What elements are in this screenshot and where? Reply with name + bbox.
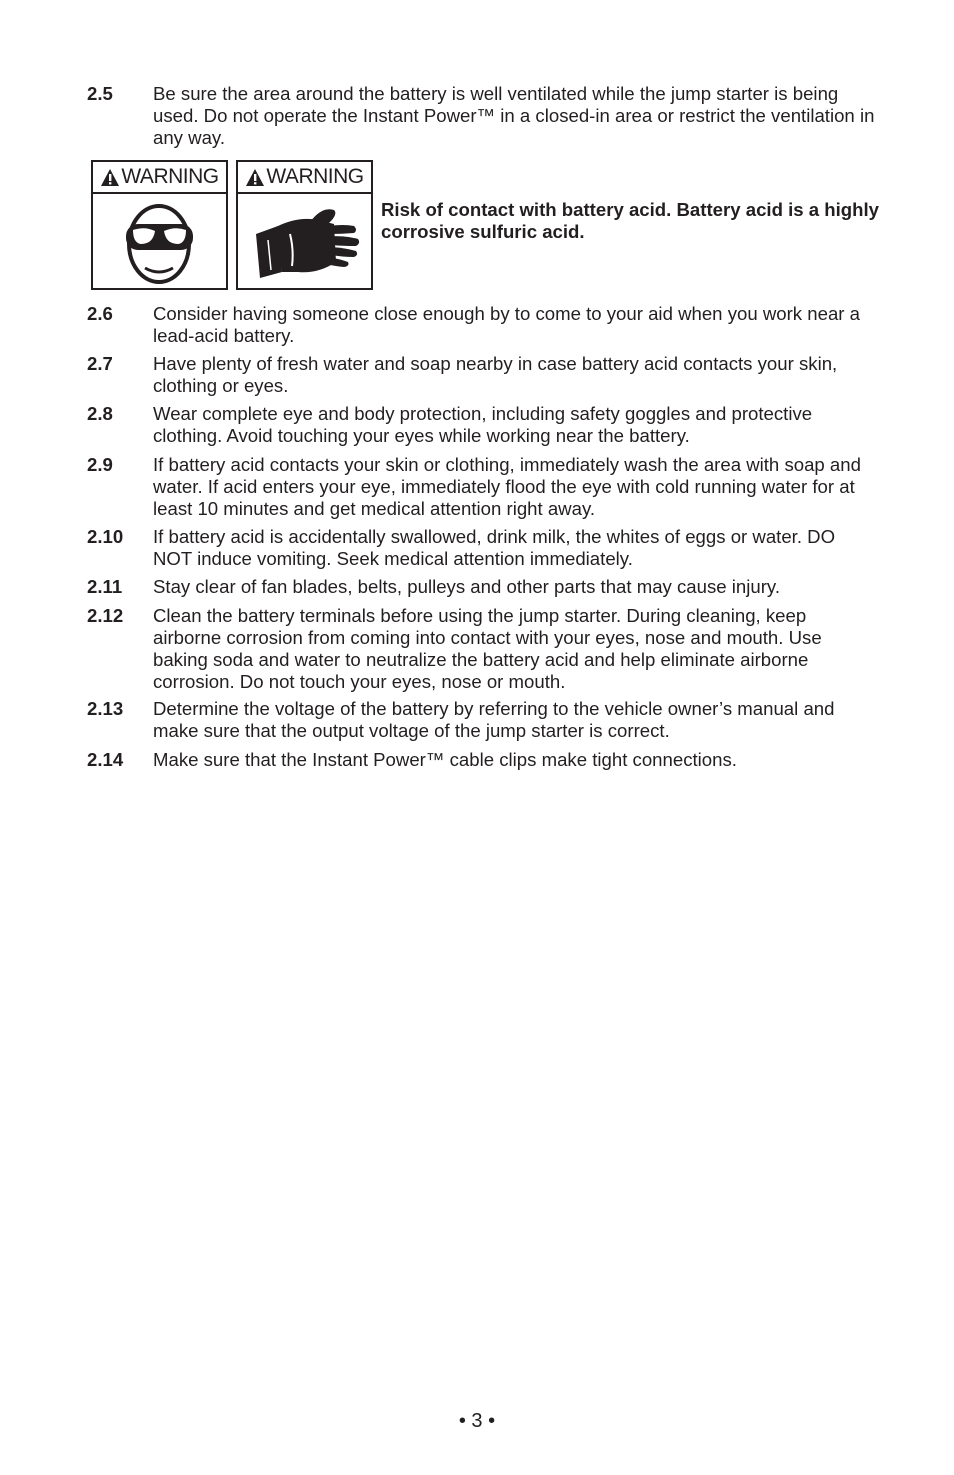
item-text: Make sure that the Instant Power™ cable clips make tight connections. xyxy=(153,749,737,770)
list-item xyxy=(87,83,877,149)
page-number: • 3 • xyxy=(458,1410,496,1432)
list-item xyxy=(87,303,877,347)
item-text: If battery acid contacts your skin or clothing, immediately wash the area with soap and water. If acid enters your eye, immediately flood the eye with cold running water for at least 10 minutes and get medical attention right away. xyxy=(153,454,861,519)
item-number: 2.11 xyxy=(87,576,123,597)
list-item xyxy=(87,576,877,598)
protective-glove-icon xyxy=(238,194,371,288)
list-item xyxy=(87,698,877,742)
item-number: 2.12 xyxy=(87,605,124,626)
warning-label: WARNING xyxy=(121,165,219,188)
item-number: 2.7 xyxy=(87,353,113,374)
warning-triangle-icon xyxy=(245,168,265,187)
item-text: Wear complete eye and body protection, including safety goggles and protective clothing. Avoid touching your eyes while working near the battery. xyxy=(153,403,813,446)
list-item xyxy=(87,403,877,447)
list-item xyxy=(87,605,877,693)
warning-triangle-icon xyxy=(100,168,120,187)
item-text: Have plenty of fresh water and soap nearby in case battery acid contacts your skin, clothing or eyes. xyxy=(153,353,838,396)
item-text: Stay clear of fan blades, belts, pulleys and other parts that may cause injury. xyxy=(153,576,781,597)
warning-header xyxy=(93,162,226,194)
item-text: Determine the voltage of the battery by referring to the vehicle owner’s manual and make sure that the output voltage of the jump starter is correct. xyxy=(153,698,835,741)
item-number: 2.5 xyxy=(87,83,113,104)
item-number: 2.14 xyxy=(87,749,124,770)
list-item xyxy=(87,353,877,397)
list-item xyxy=(87,526,877,570)
list-item xyxy=(87,454,877,520)
list-item xyxy=(87,749,877,771)
item-number: 2.10 xyxy=(87,526,124,547)
safety-goggles-icon xyxy=(93,194,226,288)
warning-label: WARNING xyxy=(266,165,364,188)
item-text: Clean the battery terminals before using the jump starter. During cleaning, keep airborne corrosion from coming into contact with your eyes, nose and mouth. Use baking soda and water to neutralize the battery acid and help eliminate airborne corrosion. Do not touch your eyes, nose or mouth. xyxy=(153,605,822,692)
warning-box-glove xyxy=(236,160,373,290)
item-text: If battery acid is accidentally swallowed, drink milk, the whites of eggs or water. DO NOT induce vomiting. Seek medical attention immediately. xyxy=(153,526,836,569)
item-text: Consider having someone close enough by to come to your aid when you work near a lead-acid battery. xyxy=(153,303,860,346)
item-number: 2.9 xyxy=(87,454,113,475)
item-number: 2.8 xyxy=(87,403,113,424)
item-number: 2.13 xyxy=(87,698,124,719)
item-text: Be sure the area around the battery is well ventilated while the jump starter is being used. Do not operate the Instant Power™ in a closed-in area or restrict the ventilation in any way. xyxy=(153,83,875,148)
warning-header xyxy=(238,162,371,194)
warning-note: Risk of contact with battery acid. Battery acid is a highly corrosive sulfuric acid. xyxy=(381,199,880,242)
warning-box-goggles xyxy=(91,160,228,290)
item-number: 2.6 xyxy=(87,303,113,324)
